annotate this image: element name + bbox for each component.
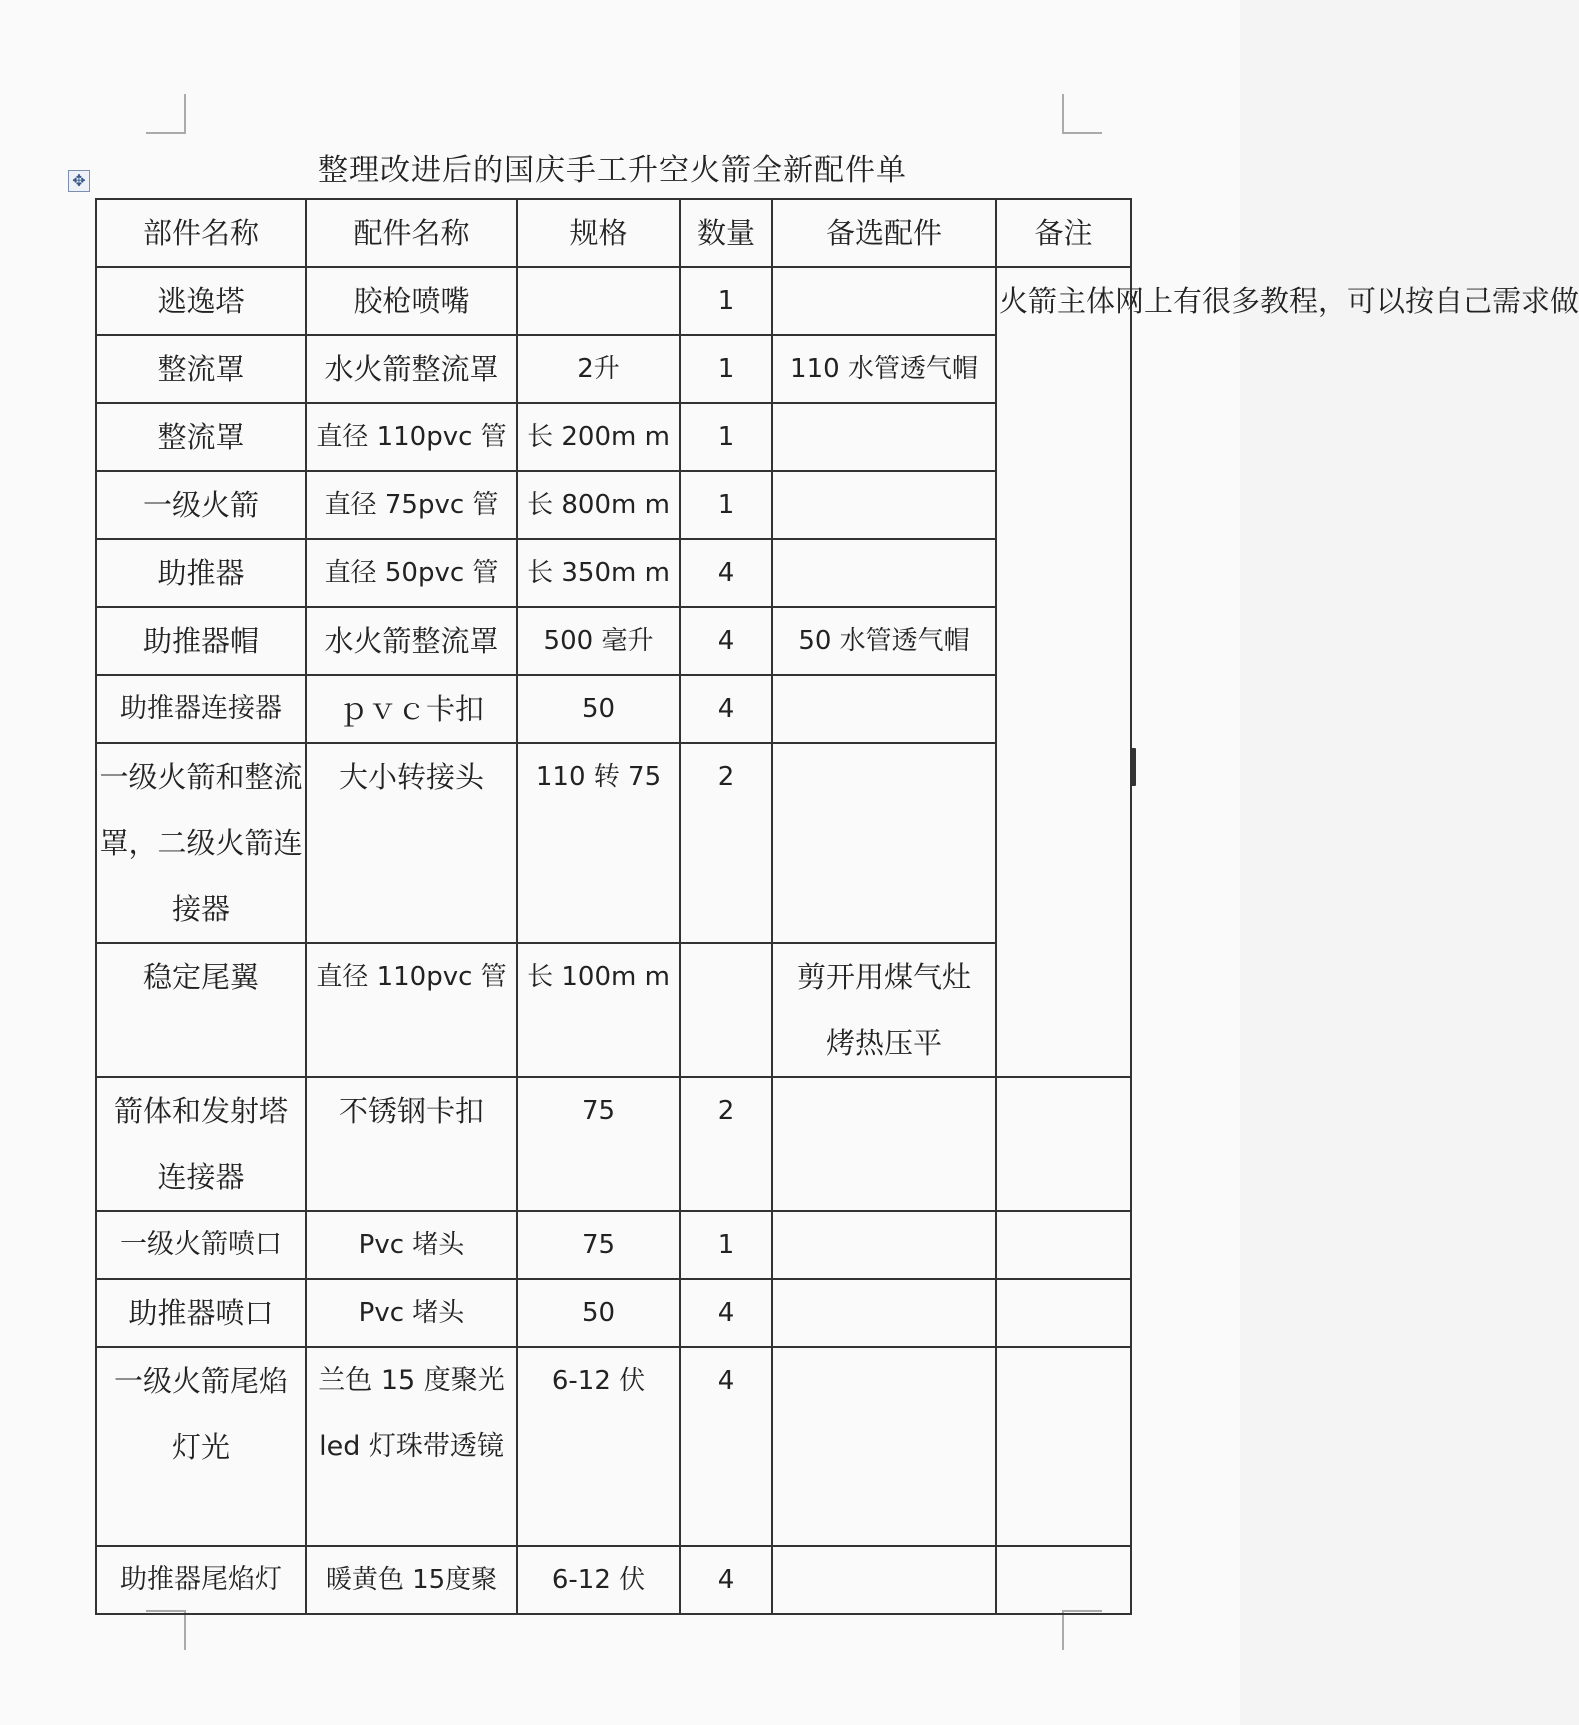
table-row (96, 1279, 1131, 1347)
cell-note (996, 1546, 1131, 1614)
cell-part: 一级火箭尾焰灯光 (96, 1347, 306, 1546)
cell-spec: 50 (517, 675, 680, 743)
margin-corner-top-right (1062, 94, 1102, 134)
cell-alt (772, 471, 996, 539)
cell-fitting: 暖黄色 15度聚 (306, 1546, 517, 1614)
cell-alt (772, 1279, 996, 1347)
cell-note (996, 1077, 1131, 1211)
cell-alt: 剪开用煤气灶烤热压平 (772, 943, 996, 1077)
cell-spec: 2升 (517, 335, 680, 403)
cell-fitting: 不锈钢卡扣 (306, 1077, 517, 1211)
parts-table (95, 198, 1579, 1615)
cell-qty: 1 (680, 1211, 772, 1279)
cell-spec: 6-12 伏 (517, 1347, 680, 1546)
header-quantity: 数量 (680, 199, 772, 267)
cell-alt (772, 539, 996, 607)
cell-qty: 4 (680, 1546, 772, 1614)
cell-spec: 75 (517, 1211, 680, 1279)
table-header-row (96, 199, 1131, 267)
cell-qty: 1 (680, 471, 772, 539)
table-row (96, 471, 1131, 539)
cell-fitting: 胶枪喷嘴 (306, 267, 517, 335)
table-row (96, 1077, 1131, 1211)
cell-spec: 500 毫升 (517, 607, 680, 675)
cell-part: 助推器连接器 (96, 675, 306, 743)
cell-spec: 长 100m m (517, 943, 680, 1077)
cell-qty: 4 (680, 1279, 772, 1347)
cell-qty: 1 (680, 267, 772, 335)
cell-part: 助推器尾焰灯 (96, 1546, 306, 1614)
cell-fitting: 兰色 15 度聚光 led 灯珠带透镜 (306, 1347, 517, 1546)
cell-part: 助推器 (96, 539, 306, 607)
cell-note (996, 1279, 1131, 1347)
cell-note (996, 1347, 1131, 1546)
cell-qty: 2 (680, 1077, 772, 1211)
document-title: 整理改进后的国庆手工升空火箭全新配件单 (318, 153, 907, 188)
cell-qty: 1 (680, 335, 772, 403)
margin-corner-bottom-left (146, 1610, 186, 1650)
header-fitting-name: 配件名称 (306, 199, 517, 267)
table-move-handle-icon[interactable]: ✥ (68, 170, 90, 192)
cell-fitting: Pvc 堵头 (306, 1279, 517, 1347)
table-row (96, 1211, 1131, 1279)
cell-part: 稳定尾翼 (96, 943, 306, 1077)
cell-fitting: 直径 75pvc 管 (306, 471, 517, 539)
cell-part: 整流罩 (96, 335, 306, 403)
cell-spec: 75 (517, 1077, 680, 1211)
table-row (96, 267, 1131, 335)
cell-fitting: 水火箭整流罩 (306, 607, 517, 675)
cell-fitting: ｐｖｃ卡扣 (306, 675, 517, 743)
table-row (96, 1347, 1131, 1546)
header-note: 备注 (996, 199, 1131, 267)
cell-alt (772, 675, 996, 743)
cell-note (996, 1211, 1131, 1279)
header-alternative: 备选配件 (772, 199, 996, 267)
table-row (96, 675, 1131, 743)
cell-spec: 长 350m m (517, 539, 680, 607)
cell-alt: 50 水管透气帽 (772, 607, 996, 675)
cell-spec: 110 转 75 (517, 743, 680, 943)
cell-part: 整流罩 (96, 403, 306, 471)
cell-alt (772, 1546, 996, 1614)
cell-part: 逃逸塔 (96, 267, 306, 335)
cell-fitting: 直径 110pvc 管 (306, 943, 517, 1077)
cell-fitting: 直径 110pvc 管 (306, 403, 517, 471)
cell-alt (772, 743, 996, 943)
cell-spec (517, 267, 680, 335)
cell-part: 助推器喷口 (96, 1279, 306, 1347)
table-row (96, 335, 1131, 403)
cell-qty: 2 (680, 743, 772, 943)
cell-qty: 4 (680, 607, 772, 675)
cell-note-merged: 火箭主体网上有很多教程，可以按自己需求做 (996, 267, 1131, 1077)
cell-spec: 6-12 伏 (517, 1546, 680, 1614)
cell-part: 一级火箭喷口 (96, 1211, 306, 1279)
cell-spec: 50 (517, 1279, 680, 1347)
table-row (96, 403, 1131, 471)
cell-qty: 1 (680, 403, 772, 471)
cell-qty: 4 (680, 539, 772, 607)
table-row (96, 743, 1131, 943)
cell-alt: 110 水管透气帽 (772, 335, 996, 403)
cell-alt (772, 1077, 996, 1211)
cell-alt (772, 1347, 996, 1546)
cell-fitting: Pvc 堵头 (306, 1211, 517, 1279)
cell-alt (772, 267, 996, 335)
header-spec: 规格 (517, 199, 680, 267)
cell-alt (772, 403, 996, 471)
cell-qty: 4 (680, 1347, 772, 1546)
margin-corner-bottom-right (1062, 1610, 1102, 1650)
cell-part: 箭体和发射塔连接器 (96, 1077, 306, 1211)
cell-part: 一级火箭和整流罩，二级火箭连接器 (96, 743, 306, 943)
cell-alt (772, 1211, 996, 1279)
header-part-name: 部件名称 (96, 199, 306, 267)
table-row (96, 1546, 1131, 1614)
table-row (96, 539, 1131, 607)
cell-spec: 长 200m m (517, 403, 680, 471)
cell-part: 助推器帽 (96, 607, 306, 675)
cell-spec: 长 800m m (517, 471, 680, 539)
cell-fitting: 大小转接头 (306, 743, 517, 943)
cell-fitting: 直径 50pvc 管 (306, 539, 517, 607)
table-row (96, 607, 1131, 675)
cell-qty (680, 943, 772, 1077)
cell-qty: 4 (680, 675, 772, 743)
margin-corner-top-left (146, 94, 186, 134)
cell-fitting: 水火箭整流罩 (306, 335, 517, 403)
cell-part: 一级火箭 (96, 471, 306, 539)
table-row (96, 943, 1131, 1077)
